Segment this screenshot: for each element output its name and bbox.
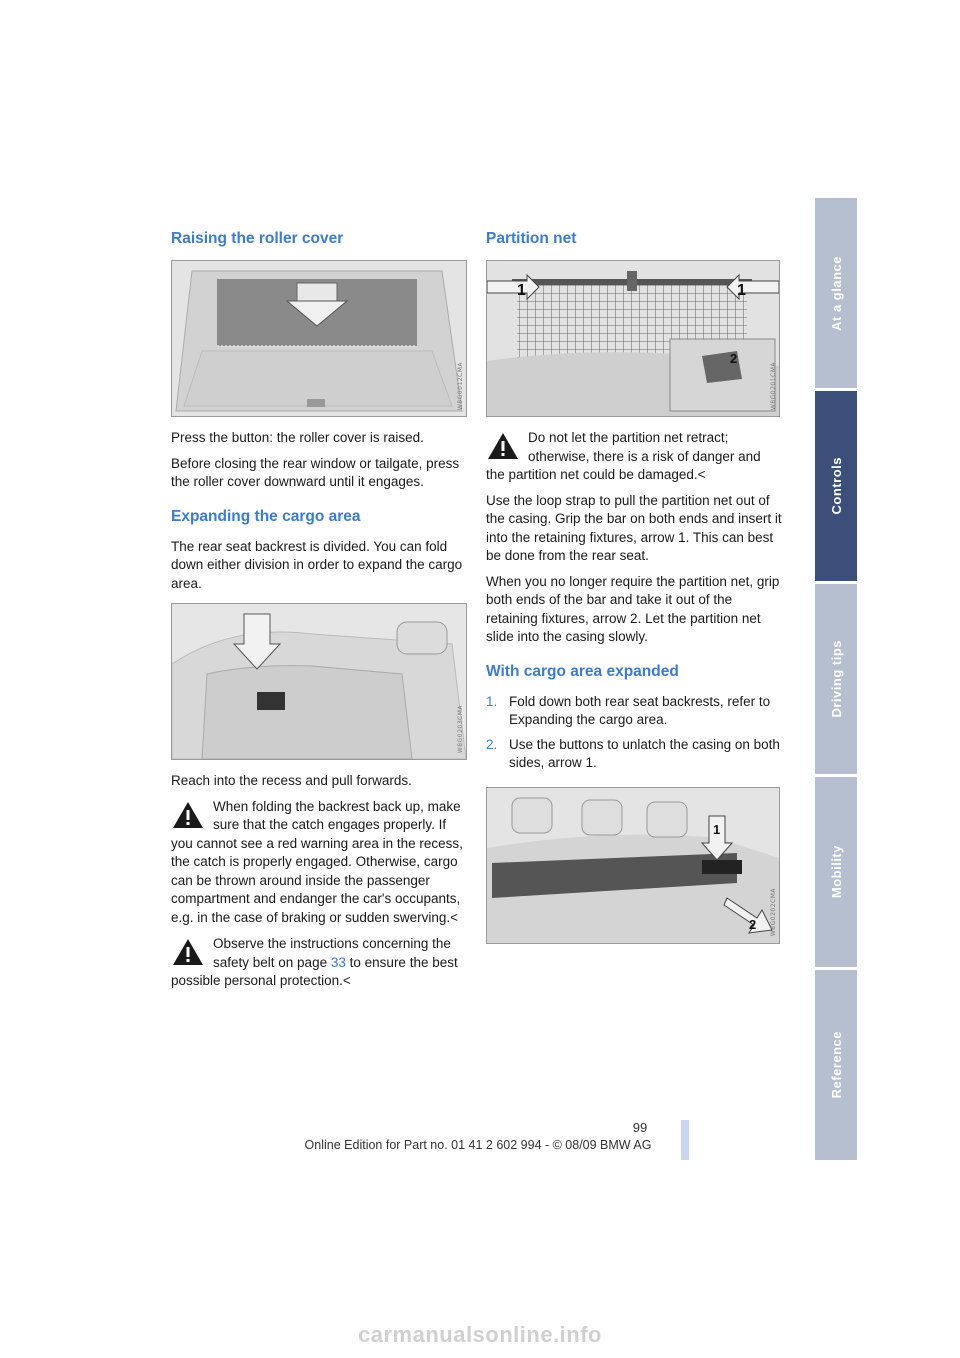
tab-label: Driving tips <box>828 640 844 718</box>
tab-label: Reference <box>828 1031 844 1099</box>
tab-mobility[interactable] <box>815 777 857 967</box>
footer-text: Online Edition for Part no. 01 41 2 602 994 - © 08/09 BMW AG <box>304 1138 652 1152</box>
figure-roller-cover <box>171 260 467 417</box>
cargo-area-text-2: Reach into the recess and pull forwards. <box>171 773 412 788</box>
figure-partition-net <box>486 260 780 417</box>
warning-partition-net-text: Do not let the partition net retract; otherwise, there is a risk of danger and the partition net could be damaged.< <box>486 430 761 482</box>
warning-safety-belt-text-b: to ensure the best possible personal protection.< <box>171 954 458 988</box>
tab-label: At a glance <box>828 255 844 331</box>
callout-1-left: 1 <box>517 282 526 299</box>
page-number: 99 <box>632 1120 648 1135</box>
warning-icon <box>171 937 205 967</box>
figure-casing <box>486 787 780 944</box>
warning-backrest <box>171 798 467 928</box>
partition-net-illustration <box>487 261 779 416</box>
callout-1: 1 <box>713 821 721 837</box>
callout-2: 2 <box>730 351 738 366</box>
figure-code: W8G0202CMA <box>770 888 777 937</box>
warning-safety-belt-text <box>171 935 467 991</box>
step-2 <box>486 736 782 773</box>
warning-icon <box>171 800 205 830</box>
warning-backrest-text: When folding the backrest back up, make sure that the catch engages properly. If you cannot see a red warning area in the recess, the catch is properly engaged. Otherwise, cargo can be thrown around inside the passenger compartment and endanger the car's occupants, e.g. in the case of braking or sudden swerving.< <box>171 798 463 925</box>
tab-label: Mobility <box>828 845 844 899</box>
tab-controls[interactable] <box>815 391 857 581</box>
heading-roller-cover: Raising the roller cover <box>171 230 344 247</box>
watermark: carmanualsonline.info <box>358 1322 602 1347</box>
page-link-33[interactable]: 33 <box>330 954 346 970</box>
tab-reference[interactable] <box>815 970 857 1160</box>
step-number: 1. <box>486 693 498 709</box>
step-text: Use the buttons to unlatch the casing on both sides, arrow 1. <box>509 736 780 770</box>
partition-net-text-2: When you no longer require the partition net, grip both ends of the bar and take it out of the retaining fixtures, arrow 2. Let the partition net slide into the casing slowly. <box>486 573 780 644</box>
right-column <box>486 228 782 956</box>
heading-partition-net: Partition net <box>486 230 577 247</box>
tab-driving-tips[interactable] <box>815 584 857 774</box>
warning-partition-net <box>486 429 782 485</box>
warning-safety-belt <box>171 935 467 991</box>
step-1 <box>486 693 782 730</box>
left-column <box>171 228 467 998</box>
chapter-tabs <box>815 198 857 1160</box>
partition-net-text-1: Use the loop strap to pull the partition net out of the casing. Grip the bar on both ends and insert it into the retaining fixtures, arrow 1. This can best be done from the rear seat. <box>486 492 782 563</box>
callout-2: 2 <box>749 916 757 932</box>
tab-label: Controls <box>828 457 844 515</box>
casing-illustration <box>487 788 779 943</box>
step-number: 2. <box>486 736 498 752</box>
roller-cover-illustration <box>172 261 466 416</box>
heading-expanding-cargo: Expanding the cargo area <box>171 507 361 525</box>
heading-cargo-expanded: With cargo area expanded <box>486 662 679 680</box>
tab-at-a-glance[interactable] <box>815 198 857 388</box>
roller-cover-text-2: Before closing the rear window or tailgate, press the roller cover downward until it engages. <box>171 455 460 489</box>
backrest-illustration <box>172 604 466 759</box>
warning-safety-belt-text-a: Observe the instructions concerning the safety belt on page <box>213 936 451 970</box>
footer <box>0 1138 960 1152</box>
figure-code: W8G0201CMA <box>770 361 777 410</box>
callout-1-right: 1 <box>737 282 746 299</box>
figure-backrest <box>171 603 467 760</box>
step-text: Fold down both rear seat backrests, refer to Expanding the cargo area. <box>509 693 771 727</box>
warning-icon <box>486 431 520 461</box>
cargo-area-text-1: The rear seat backrest is divided. You can fold down either division in order to expand the cargo area. <box>171 538 463 591</box>
roller-cover-text-1: Press the button: the roller cover is raised. <box>171 430 424 445</box>
figure-code: W8G0012CMA <box>457 361 464 410</box>
figure-code: W8G0203CMA <box>457 704 464 753</box>
